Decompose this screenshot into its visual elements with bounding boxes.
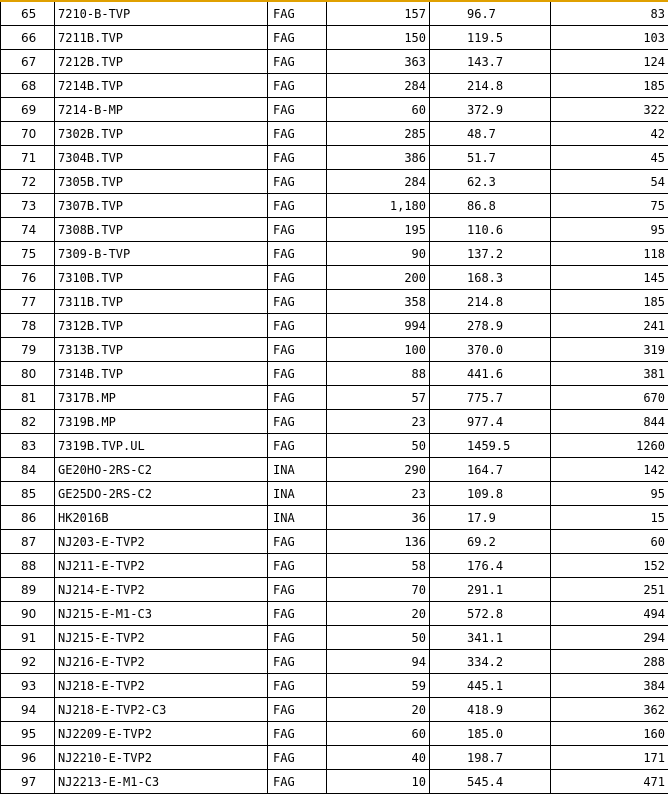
quantity-cell: 150 — [327, 26, 430, 50]
table-row — [1, 698, 668, 722]
row-number-cell: 84 — [1, 458, 55, 482]
brand-cell: FAG — [268, 674, 327, 698]
table-row — [1, 410, 668, 434]
model-cell: 7304B.TVP — [55, 146, 268, 170]
quantity-cell: 20 — [327, 698, 430, 722]
table-row — [1, 170, 668, 194]
value-cell: 118 — [551, 242, 668, 266]
model-cell: NJ2210-E-TVP2 — [55, 746, 268, 770]
model-cell: NJ2209-E-TVP2 — [55, 722, 268, 746]
quantity-cell: 59 — [327, 674, 430, 698]
price-cell: 370.0 — [430, 338, 551, 362]
brand-cell: FAG — [268, 242, 327, 266]
brand-cell: FAG — [268, 50, 327, 74]
price-cell: 1459.5 — [430, 434, 551, 458]
brand-cell: FAG — [268, 338, 327, 362]
model-cell: 7305B.TVP — [55, 170, 268, 194]
price-cell: 334.2 — [430, 650, 551, 674]
table-row — [1, 1, 668, 26]
brand-cell: FAG — [268, 770, 327, 794]
value-cell: 75 — [551, 194, 668, 218]
row-number-cell: 75 — [1, 242, 55, 266]
row-number-cell: 92 — [1, 650, 55, 674]
table-row — [1, 458, 668, 482]
quantity-cell: 358 — [327, 290, 430, 314]
table-row — [1, 26, 668, 50]
model-cell: 7319B.MP — [55, 410, 268, 434]
model-cell: 7309-B-TVP — [55, 242, 268, 266]
row-number-cell: 88 — [1, 554, 55, 578]
brand-cell: FAG — [268, 98, 327, 122]
brand-cell: FAG — [268, 218, 327, 242]
value-cell: 494 — [551, 602, 668, 626]
price-cell: 418.9 — [430, 698, 551, 722]
model-cell: 7210-B-TVP — [55, 1, 268, 26]
value-cell: 45 — [551, 146, 668, 170]
model-cell: 7310B.TVP — [55, 266, 268, 290]
value-cell: 844 — [551, 410, 668, 434]
brand-cell: FAG — [268, 26, 327, 50]
value-cell: 95 — [551, 218, 668, 242]
table-row — [1, 626, 668, 650]
table-row — [1, 194, 668, 218]
table-row — [1, 314, 668, 338]
model-cell: HK2016B — [55, 506, 268, 530]
table-row — [1, 554, 668, 578]
price-cell: 545.4 — [430, 770, 551, 794]
quantity-cell: 285 — [327, 122, 430, 146]
model-cell: GE20HO-2RS-C2 — [55, 458, 268, 482]
value-cell: 384 — [551, 674, 668, 698]
row-number-cell: 91 — [1, 626, 55, 650]
quantity-cell: 20 — [327, 602, 430, 626]
value-cell: 142 — [551, 458, 668, 482]
row-number-cell: 83 — [1, 434, 55, 458]
price-cell: 977.4 — [430, 410, 551, 434]
model-cell: NJ2213-E-M1-C3 — [55, 770, 268, 794]
value-cell: 171 — [551, 746, 668, 770]
quantity-cell: 284 — [327, 170, 430, 194]
quantity-cell: 58 — [327, 554, 430, 578]
quantity-cell: 200 — [327, 266, 430, 290]
value-cell: 152 — [551, 554, 668, 578]
brand-cell: FAG — [268, 746, 327, 770]
quantity-cell: 136 — [327, 530, 430, 554]
model-cell: 7308B.TVP — [55, 218, 268, 242]
quantity-cell: 386 — [327, 146, 430, 170]
model-cell: 7312B.TVP — [55, 314, 268, 338]
model-cell: NJ211-E-TVP2 — [55, 554, 268, 578]
quantity-cell: 60 — [327, 98, 430, 122]
quantity-cell: 50 — [327, 626, 430, 650]
value-cell: 103 — [551, 26, 668, 50]
value-cell: 95 — [551, 482, 668, 506]
value-cell: 160 — [551, 722, 668, 746]
value-cell: 185 — [551, 290, 668, 314]
row-number-cell: 65 — [1, 1, 55, 26]
row-number-cell: 74 — [1, 218, 55, 242]
brand-cell: FAG — [268, 1, 327, 26]
value-cell: 294 — [551, 626, 668, 650]
table-row — [1, 602, 668, 626]
price-cell: 86.8 — [430, 194, 551, 218]
row-number-cell: 94 — [1, 698, 55, 722]
row-number-cell: 93 — [1, 674, 55, 698]
row-number-cell: 87 — [1, 530, 55, 554]
row-number-cell: 90 — [1, 602, 55, 626]
quantity-cell: 90 — [327, 242, 430, 266]
row-number-cell: 97 — [1, 770, 55, 794]
quantity-cell: 23 — [327, 410, 430, 434]
table-row — [1, 674, 668, 698]
price-cell: 164.7 — [430, 458, 551, 482]
model-cell: 7212B.TVP — [55, 50, 268, 74]
value-cell: 145 — [551, 266, 668, 290]
table-row — [1, 722, 668, 746]
row-number-cell: 71 — [1, 146, 55, 170]
value-cell: 185 — [551, 74, 668, 98]
price-cell: 110.6 — [430, 218, 551, 242]
model-cell: NJ215-E-TVP2 — [55, 626, 268, 650]
price-cell: 775.7 — [430, 386, 551, 410]
quantity-cell: 70 — [327, 578, 430, 602]
row-number-cell: 82 — [1, 410, 55, 434]
brand-cell: FAG — [268, 602, 327, 626]
value-cell: 381 — [551, 362, 668, 386]
table-row — [1, 506, 668, 530]
quantity-cell: 94 — [327, 650, 430, 674]
row-number-cell: 69 — [1, 98, 55, 122]
table-body — [1, 1, 668, 794]
quantity-cell: 57 — [327, 386, 430, 410]
table-row — [1, 218, 668, 242]
brand-cell: FAG — [268, 170, 327, 194]
brand-cell: FAG — [268, 266, 327, 290]
brand-cell: INA — [268, 482, 327, 506]
model-cell: 7313B.TVP — [55, 338, 268, 362]
value-cell: 15 — [551, 506, 668, 530]
table-row — [1, 650, 668, 674]
quantity-cell: 994 — [327, 314, 430, 338]
row-number-cell: 76 — [1, 266, 55, 290]
value-cell: 42 — [551, 122, 668, 146]
value-cell: 60 — [551, 530, 668, 554]
price-cell: 96.7 — [430, 1, 551, 26]
model-cell: 7302B.TVP — [55, 122, 268, 146]
brand-cell: FAG — [268, 578, 327, 602]
value-cell: 54 — [551, 170, 668, 194]
value-cell: 362 — [551, 698, 668, 722]
model-cell: 7211B.TVP — [55, 26, 268, 50]
quantity-cell: 363 — [327, 50, 430, 74]
brand-cell: FAG — [268, 386, 327, 410]
table-row — [1, 74, 668, 98]
brand-cell: FAG — [268, 554, 327, 578]
quantity-cell: 36 — [327, 506, 430, 530]
quantity-cell: 60 — [327, 722, 430, 746]
table-row — [1, 98, 668, 122]
quantity-cell: 50 — [327, 434, 430, 458]
price-cell: 137.2 — [430, 242, 551, 266]
price-cell: 48.7 — [430, 122, 551, 146]
price-cell: 572.8 — [430, 602, 551, 626]
price-cell: 198.7 — [430, 746, 551, 770]
model-cell: NJ218-E-TVP2 — [55, 674, 268, 698]
model-cell: 7311B.TVP — [55, 290, 268, 314]
model-cell: 7214-B-MP — [55, 98, 268, 122]
value-cell: 83 — [551, 1, 668, 26]
model-cell: 7307B.TVP — [55, 194, 268, 218]
table-row — [1, 266, 668, 290]
table-row — [1, 122, 668, 146]
value-cell: 241 — [551, 314, 668, 338]
price-cell: 441.6 — [430, 362, 551, 386]
model-cell: NJ218-E-TVP2-C3 — [55, 698, 268, 722]
price-cell: 176.4 — [430, 554, 551, 578]
value-cell: 288 — [551, 650, 668, 674]
row-number-cell: 72 — [1, 170, 55, 194]
row-number-cell: 86 — [1, 506, 55, 530]
price-cell: 372.9 — [430, 98, 551, 122]
price-cell: 278.9 — [430, 314, 551, 338]
price-cell: 69.2 — [430, 530, 551, 554]
table-row — [1, 530, 668, 554]
value-cell: 322 — [551, 98, 668, 122]
brand-cell: FAG — [268, 146, 327, 170]
brand-cell: FAG — [268, 362, 327, 386]
model-cell: NJ203-E-TVP2 — [55, 530, 268, 554]
brand-cell: FAG — [268, 530, 327, 554]
brand-cell: FAG — [268, 410, 327, 434]
row-number-cell: 85 — [1, 482, 55, 506]
row-number-cell: 77 — [1, 290, 55, 314]
row-number-cell: 89 — [1, 578, 55, 602]
brand-cell: INA — [268, 458, 327, 482]
price-cell: 109.8 — [430, 482, 551, 506]
row-number-cell: 67 — [1, 50, 55, 74]
brand-cell: FAG — [268, 74, 327, 98]
value-cell: 670 — [551, 386, 668, 410]
table-row — [1, 386, 668, 410]
price-cell: 291.1 — [430, 578, 551, 602]
table-row — [1, 146, 668, 170]
price-cell: 185.0 — [430, 722, 551, 746]
brand-cell: FAG — [268, 194, 327, 218]
price-cell: 214.8 — [430, 290, 551, 314]
value-cell: 251 — [551, 578, 668, 602]
price-cell: 341.1 — [430, 626, 551, 650]
value-cell: 124 — [551, 50, 668, 74]
quantity-cell: 23 — [327, 482, 430, 506]
row-number-cell: 70 — [1, 122, 55, 146]
row-number-cell: 73 — [1, 194, 55, 218]
table-row — [1, 770, 668, 794]
row-number-cell: 96 — [1, 746, 55, 770]
quantity-cell: 40 — [327, 746, 430, 770]
price-cell: 214.8 — [430, 74, 551, 98]
model-cell: 7314B.TVP — [55, 362, 268, 386]
table-row — [1, 482, 668, 506]
table-row — [1, 578, 668, 602]
model-cell: NJ215-E-M1-C3 — [55, 602, 268, 626]
brand-cell: FAG — [268, 122, 327, 146]
brand-cell: FAG — [268, 626, 327, 650]
quantity-cell: 10 — [327, 770, 430, 794]
table-row — [1, 434, 668, 458]
row-number-cell: 79 — [1, 338, 55, 362]
brand-cell: INA — [268, 506, 327, 530]
price-cell: 143.7 — [430, 50, 551, 74]
value-cell: 319 — [551, 338, 668, 362]
quantity-cell: 88 — [327, 362, 430, 386]
brand-cell: FAG — [268, 698, 327, 722]
value-cell: 471 — [551, 770, 668, 794]
brand-cell: FAG — [268, 650, 327, 674]
quantity-cell: 100 — [327, 338, 430, 362]
model-cell: NJ216-E-TVP2 — [55, 650, 268, 674]
brand-cell: FAG — [268, 290, 327, 314]
brand-cell: FAG — [268, 722, 327, 746]
model-cell: 7319B.TVP.UL — [55, 434, 268, 458]
row-number-cell: 81 — [1, 386, 55, 410]
table-row — [1, 290, 668, 314]
model-cell: 7214B.TVP — [55, 74, 268, 98]
row-number-cell: 80 — [1, 362, 55, 386]
table-row — [1, 362, 668, 386]
model-cell: 7317B.MP — [55, 386, 268, 410]
model-cell: NJ214-E-TVP2 — [55, 578, 268, 602]
model-cell: GE25DO-2RS-C2 — [55, 482, 268, 506]
row-number-cell: 78 — [1, 314, 55, 338]
price-cell: 17.9 — [430, 506, 551, 530]
table-row — [1, 242, 668, 266]
price-cell: 62.3 — [430, 170, 551, 194]
quantity-cell: 195 — [327, 218, 430, 242]
value-cell: 1260 — [551, 434, 668, 458]
quantity-cell: 1,180 — [327, 194, 430, 218]
price-cell: 168.3 — [430, 266, 551, 290]
price-cell: 119.5 — [430, 26, 551, 50]
row-number-cell: 95 — [1, 722, 55, 746]
price-cell: 445.1 — [430, 674, 551, 698]
brand-cell: FAG — [268, 434, 327, 458]
row-number-cell: 68 — [1, 74, 55, 98]
quantity-cell: 157 — [327, 1, 430, 26]
quantity-cell: 284 — [327, 74, 430, 98]
brand-cell: FAG — [268, 314, 327, 338]
table-row — [1, 50, 668, 74]
quantity-cell: 290 — [327, 458, 430, 482]
table-row — [1, 338, 668, 362]
row-number-cell: 66 — [1, 26, 55, 50]
table-row — [1, 746, 668, 770]
price-cell: 51.7 — [430, 146, 551, 170]
